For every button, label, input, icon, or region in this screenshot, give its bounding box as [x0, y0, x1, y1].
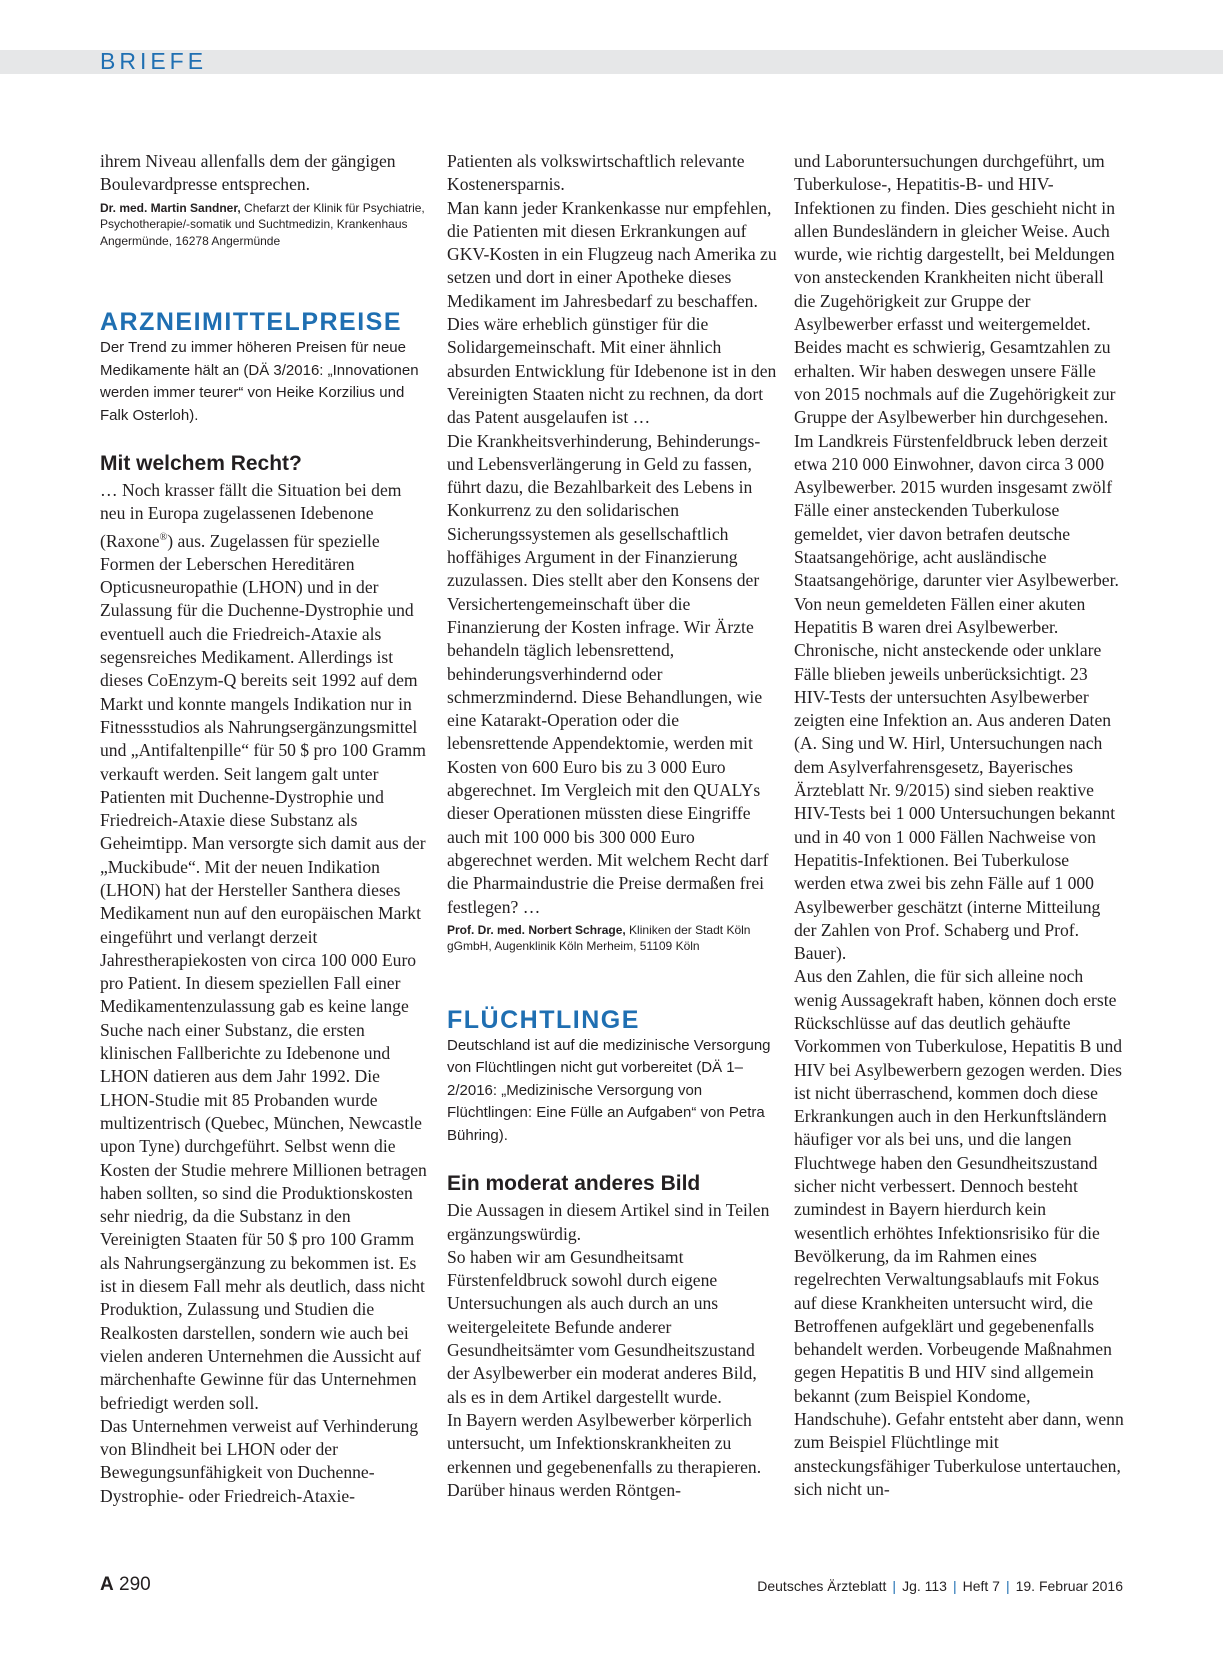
paragraph: Aus den Zahlen, die für sich alleine noch wenig Aussagekraft haben, können doch erste Rückschlüsse auf das deutlich gehäufte Vorkommen von Tuberkulose, Hepatitis B und HIV bei Asylbewerbern gezogen werden. Dies ist nicht überraschend, kommen doch diese Erkrankungen auch in den Herkunftsländern häufiger vor als bei uns, und die langen Fluchtwege haben den Gesundheitszustand sicher nicht verbessert. Dennoch besteht zumindest in Bayern hierdurch kein wesentlich erhöhtes Infektionsrisiko für die Bevölkerung, da im Rahmen eines regelrechten Verwaltungsablaufs mit Fokus auf diese Krankheiten untersucht wird, die Betroffenen aufgeklärt und gegebenenfalls behandelt werden. Vorbeugende Maßnahmen gegen Hepatitis B und HIV sind allgemein bekannt (zum Beispiel Kondome, Handschuhe). Gefahr entsteht aber dann, wenn zum Beispiel Flüchtlinge mit ansteckungsfähiger Tuberkulose untertauchen, sich nicht un- — [794, 966, 1124, 1499]
page-number — [100, 1574, 151, 1596]
paragraph: Im Landkreis Fürstenfeldbruck leben derzeit etwa 210 000 Einwohner, davon circa 3 000 Asylbewerber. 2015 wurden insgesamt zwölf Fälle einer ansteckenden Tuberkulose gemeldet, vier davon betrafen deutsche Staatsangehörige, acht ausländische Staatsangehörige, darunter vier Asylbewerber. — [794, 430, 1119, 591]
letter-signature — [100, 200, 430, 250]
paragraph: Das Unternehmen verweist auf Verhinderung von Blindheit bei LHON oder der Bewegungsunfähigkeit von Duchenne-Dystrophie- oder Friedreich-Ataxie- — [100, 1415, 419, 1506]
author-affiliation: Chefarzt der Klinik für Psychiatrie, Psychotherapie/-somatik und Suchtmedizin, Krankenhaus Angermünde, 16278 Angermünde — [100, 200, 425, 248]
topic-heading: ARZNEIMITTELPREISE — [100, 308, 403, 337]
paragraph: … Noch krasser fällt die Situation bei dem neu in Europa zugelassenen Idebenone (Raxone®) aus. Zugelassen für spezielle Formen der Leberschen Hereditären Opticusneuropathie (LHON) und in der Zulassung für die Duchenne-Dystrophie und eventuell auch die Friedreich-Ataxie als segensreiches Medikament. Allerdings ist dieses CoEnzym-Q bereits seit 1992 auf dem Markt und konnte mangels Indikation nur in Fitnessstudios als Nahrungsergänzungsmittel und „Antifaltenpille“ für 50 $ pro 100 Gramm verkauft werden. Seit langem galt unter Patienten mit Duchenne-Dystrophie und Friedreich-Ataxie diese Substanz als Geheimtipp. Man versorgte sich damit aus der „Muckibude“. Mit der neuen Indikation (LHON) hat der Hersteller Santhera dieses Medikament nun auf den europäischen Markt eingeführt und verlangt derzeit Jahrestherapiekosten von circa 100 000 Euro pro Patient. In diesem speziellen Fall einer Medikamentenzulassung gab es keine lange Suche nach einer Substanz, die ersten klinischen Fallberichte zu Idebenone und LHON datieren aus dem Jahr 1992. Die LHON-Studie mit 85 Probanden wurde multizentrisch (Quebec, München, Newcastle upon Tyne) durchgeführt. Selbst wenn die Kosten der Studie mehrere Millionen betragen haben sollten, so sind die Produktionskosten sehr niedrig, da die Substanz in den Vereinigten Staaten für 50 $ pro 100 Gramm als Nahrungsergänzung zu bekommen ist. Es ist in diesem Fall mehr als deutlich, dass nicht Produktion, Zulassung und Studien die Realkosten darstellen, sondern wie auch bei vielen anderen Unternehmen die Aussicht auf märchenhafte Gewinne für das Unternehmen befriedigt werden soll. — [100, 480, 427, 1413]
letter-signature — [447, 922, 777, 955]
column-1 — [100, 150, 430, 1508]
paragraph: In Bayern werden Asylbewerber körperlich untersucht, um Infektionskrankheiten zu erkennen und gegebenenfalls zu therapieren. Darüber hinaus werden Röntgen- — [447, 1409, 762, 1500]
letter-title: Mit welchem Recht? — [100, 452, 302, 476]
journal-volume: Jg. 113 — [902, 1578, 947, 1594]
paragraph: und Laboruntersuchungen durchgeführt, um Tuberkulose-, Hepatitis-B- und HIV-Infektionen zu finden. Dies geschieht nicht in allen Bundesländern in gleicher Weise. Auch wurde, wie richtig dargestellt, bei Meldungen von ansteckenden Krankheiten nicht überall die Zugehörigkeit zur Gruppe der Asylbewerber erfasst und weitergemeldet. Beides macht es schwierig, Gesamtzahlen zu erhalten. Wir haben deswegen unsere Fälle von 2015 nochmals auf die Zugehörigkeit zur Gruppe der Asylbewerber hin durchgesehen. — [794, 151, 1116, 428]
author-affiliation: Kliniken der Stadt Köln gGmbH, Augenklinik Köln Merheim, 51109 Köln — [447, 922, 751, 954]
letter-title: Ein moderat anderes Bild — [447, 1172, 701, 1196]
paragraph: Patienten als volkswirtschaftlich relevante Kostenersparnis. — [447, 151, 745, 195]
paragraph: Von neun gemeldeten Fällen einer akuten Hepatitis B waren drei Asylbewerber. Chronische, nicht ansteckende oder unklare Fälle blieben jeweils unberücksichtigt. 23 HIV-Tests der untersuchten Asylbewerber zeigten eine Infektion an. Aus anderen Daten (A. Sing und W. Hirl, Untersuchungen nach dem Asylverfahrensgesetz, Bayerisches Ärzteblatt Nr. 9/2015) sind sieben reaktive HIV-Tests bei 1 000 Untersuchungen bekannt und in 40 von 1 000 Fällen Nachweise von Hepatitis-Infektionen. Bei Tuberkulose werden etwa zwei bis zehn Fälle auf 1 000 Asylbewerber geschätzt (interne Mitteilung der Zahlen von Prof. Schaberg und Prof. Bauer). — [794, 593, 1116, 964]
paragraph: So haben wir am Gesundheitsamt Fürstenfeldbruck sowohl durch eigene Untersuchungen als auch durch an uns weitergeleitete Befunde anderer Gesundheitsämter vom Gesundheitszustand der Asylbewerber ein moderat anderes Bild, als es in dem Artikel dargestellt wurde. — [447, 1246, 757, 1407]
journal-issue: Heft 7 — [962, 1578, 1000, 1594]
topic-lead: Deutschland ist auf die medizinische Versorgung von Flüchtlingen nicht gut vorbereitet (DÄ 1–2/2016: „Medizinische Versorgung von Flüchtlingen: Eine Fülle an Aufgaben“ von Petra Bühring). — [447, 1036, 771, 1144]
page-num: 290 — [119, 1574, 151, 1595]
page-letter: A — [100, 1574, 114, 1595]
journal-date: 19. Februar 2016 — [1015, 1578, 1123, 1594]
registered-mark: ® — [159, 531, 168, 543]
author-name: Dr. med. Martin Sandner, — [100, 200, 241, 215]
topic-heading: FLÜCHTLINGE — [447, 1005, 640, 1034]
journal-name: Deutsches Ärzteblatt — [757, 1578, 887, 1594]
topic-lead: Der Trend zu immer höheren Preisen für neue Medikamente hält an (DÄ 3/2016: „Innovationen werden immer teurer“ von Heike Korzilius und Falk Osterloh). — [100, 339, 419, 424]
paragraph: Man kann jeder Krankenkasse nur empfehlen, die Patienten mit diesen Erkrankungen auf GKV-Kosten in ein Flugzeug nach Amerika zu setzen und dort in einer Apotheke dieses Medikament im Jahresbedarf zu beschaffen. Dies wäre erheblich günstiger für die Solidargemeinschaft. Mit einer ähnlich absurden Entwicklung für Idebenone ist in den Vereinigten Staaten nicht zu rechnen, da dort das Patent ausgelaufen ist … — [447, 197, 777, 428]
paragraph: Die Krankheitsverhinderung, Behinderungs- und Lebensverlängerung in Geld zu fassen, führt dazu, die Bezahlbarkeit des Lebens in Konkurrenz zu den solidarischen Sicherungssystemen als gesellschaftlich hoffähiges Argument in der Finanzierung zuzulassen. Dies stellt aber den Konsens der Versichertengemeinschaft über die Finanzierung der Kosten infrage. Wir Ärzte behandeln täglich lebensrettend, behinderungsverhindernd oder schmerzmindernd. Diese Behandlungen, wie eine Katarakt-Operation oder die lebensrettende Appendektomie, werden mit Kosten von 600 Euro bis zu 3 000 Euro abgerechnet. Im Vergleich mit den QUALYs dieser Operationen müssten diese Eingriffe auch mit 100 000 bis 300 000 Euro abgerechnet werden. Mit welchem Recht darf die Pharmaindustrie die Preise dermaßen frei festlegen? … — [447, 430, 769, 917]
column-2 — [447, 150, 777, 1502]
paragraph: Die Aussagen in diesem Artikel sind in Teilen ergänzungswürdig. — [447, 1200, 770, 1244]
column-3 — [794, 150, 1124, 1501]
section-title: BRIEFE — [100, 48, 208, 74]
paragraph: ihrem Niveau allenfalls dem der gängigen Boulevardpresse entsprechen. — [100, 151, 396, 195]
author-name: Prof. Dr. med. Norbert Schrage, — [447, 922, 626, 937]
journal-footer: Deutsches Ärzteblatt | Jg. 113 | Heft 7 | 19. Februar 2016 — [757, 1578, 1123, 1594]
